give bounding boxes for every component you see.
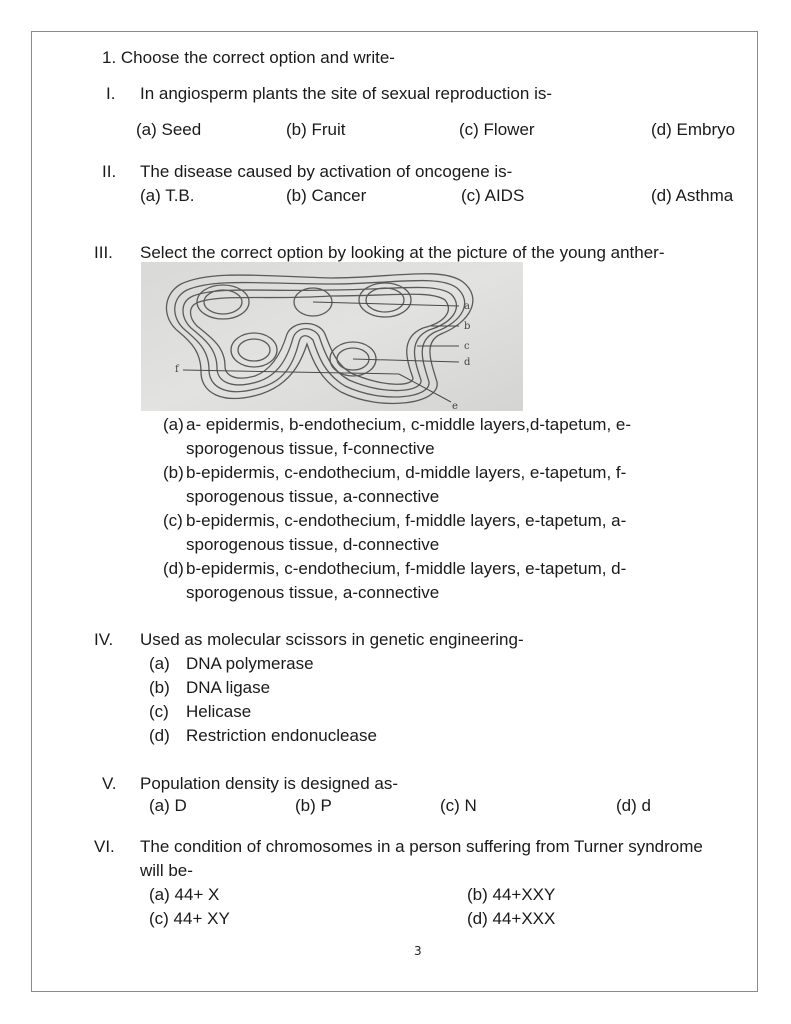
option: (d) Embryo [651, 120, 736, 139]
anther-diagram-image [141, 262, 523, 411]
option-text: sporogenous tissue, f-connective [186, 439, 435, 458]
figure-label-a: a [464, 301, 470, 312]
question-text: will be- [140, 861, 193, 880]
question-text: Used as molecular scissors in genetic engineering- [140, 630, 524, 649]
option-text: b-epidermis, c-endothecium, d-middle layers, e-tapetum, f- [186, 463, 627, 482]
option-label: (c) [163, 511, 183, 530]
option: (a) 44+ X [149, 885, 220, 904]
option: (d) 44+XXX [467, 909, 556, 928]
question-number: I. [106, 84, 116, 103]
figure-label-f: f [175, 364, 179, 375]
option: (c) N [440, 796, 477, 815]
option-text: a- epidermis, b-endothecium, c-middle layers,d-tapetum, e- [186, 415, 632, 434]
option: (b) P [295, 796, 332, 815]
option-text: sporogenous tissue, a-connective [186, 487, 440, 506]
option: (c) Flower [459, 120, 535, 139]
question-text: The condition of chromosomes in a person suffering from Turner syndrome [140, 837, 703, 856]
option-label: (c) [149, 702, 169, 721]
question-number: II. [102, 162, 117, 181]
question-number: III. [94, 243, 113, 262]
figure-label-b: b [464, 321, 471, 332]
option-label: (d) [163, 559, 184, 578]
figure-label-e: e [452, 401, 458, 411]
option: (b) Cancer [286, 186, 367, 205]
question-number: V. [102, 774, 117, 793]
option: (c) 44+ XY [149, 909, 230, 928]
question-text: In angiosperm plants the site of sexual reproduction is- [140, 84, 553, 103]
option-text: DNA polymerase [186, 654, 314, 673]
option-text: DNA ligase [186, 678, 271, 697]
page-number: 3 [414, 944, 422, 958]
option: (c) AIDS [461, 186, 525, 205]
question-text: Select the correct option by looking at the picture of the young anther- [140, 243, 665, 262]
question-text: Population density is designed as- [140, 774, 398, 793]
question-text: The disease caused by activation of oncogene is- [140, 162, 513, 181]
option-label: (a) [163, 415, 184, 434]
option: (b) Fruit [286, 120, 346, 139]
option: (a) D [149, 796, 187, 815]
option-text: b-epidermis, c-endothecium, f-middle layers, e-tapetum, a- [186, 511, 627, 530]
option-text: sporogenous tissue, d-connective [186, 535, 440, 554]
option: (a) Seed [136, 120, 202, 139]
option-text: sporogenous tissue, a-connective [186, 583, 440, 602]
option: (d) d [616, 796, 651, 815]
option: (b) 44+XXY [467, 885, 556, 904]
option-label: (b) [163, 463, 184, 482]
question-number: VI. [94, 837, 115, 856]
option-label: (b) [149, 678, 170, 697]
figure-label-c: c [464, 341, 470, 352]
section-heading: 1. Choose the correct option and write- [102, 48, 395, 67]
question-number: IV. [94, 630, 114, 649]
option-label: (a) [149, 654, 170, 673]
option: (d) Asthma [651, 186, 734, 205]
option-text: Helicase [186, 702, 252, 721]
option: (a) T.B. [140, 186, 195, 205]
option-text: b-epidermis, c-endothecium, f-middle layers, e-tapetum, d- [186, 559, 627, 578]
option-text: Restriction endonuclease [186, 726, 377, 745]
figure-label-d: d [464, 357, 471, 368]
option-label: (d) [149, 726, 170, 745]
